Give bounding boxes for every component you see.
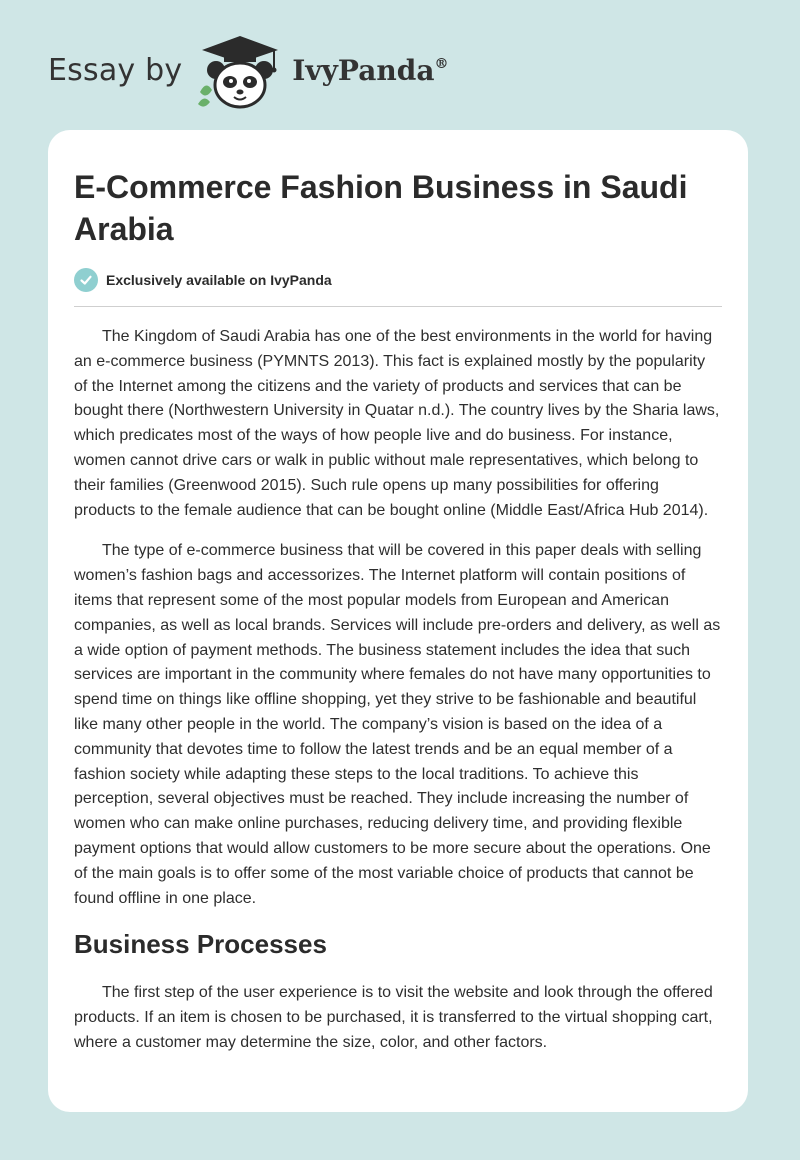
article-title: E-Commerce Fashion Business in Saudi Arabia [74,169,688,247]
panda-logo-icon[interactable] [194,30,286,110]
exclusive-badge [74,268,722,292]
divider [74,306,722,307]
brand-prefix: Essay by [48,52,183,88]
brand-name[interactable] [292,54,448,87]
registered-mark: ® [434,55,449,72]
article-card [48,130,748,1112]
brand-header [48,30,448,110]
section-heading: Business Processes [74,929,327,960]
brand-name-text: IvyPanda [292,53,435,87]
paragraph-2: The type of e-commerce business that will be covered in this paper deals with selling women’s fashion bags and accessorizes. The Internet platform will contain positions of items that represent some of the most popular models from European and American companies, as well as local brands. Services will include pre-orders and delivery, as well as a wide option of payment methods. The business statement includes the idea that such services are important in the community where females do not have many opportunities to spend time on things like offline shopping, yet they strive to be fashionable and beautiful like many other people in the world. The company’s vision is based on the idea of a community that devotes time to follow the latest trends and be an equal member of a fashion society while adapting these steps to the local traditions. To achieve this perception, several objectives must be reached. They include increasing the number of women who can make online purchases, reducing delivery time, and providing flexible payment options that would allow customers to be more secure about the operations. One of the main goals is to offer some of the most variable choice of products that cannot be found offline in one place. [74,542,721,907]
section-paragraph-1: The first step of the user experience is to visit the website and look through the offered products. If an item is chosen to be purchased, it is transferred to the virtual shopping cart, where a customer may determine the size, color, and other factors. [74,984,713,1051]
paragraph-1: The Kingdom of Saudi Arabia has one of the best environments in the world for having an e-commerce business (PYMNTS 2013). This fact is explained mostly by the popularity of the Internet among the citizens and the variety of products and services that can be bought there (Northwestern University in Quatar n.d.). The country lives by the Sharia laws, which predicates most of the ways of how people live and do business. For instance, women cannot drive cars or walk in public without male representatives, which belong to their families (Greenwood 2015). Such rule opens up many possibilities for offering products to the female audience that can be bought online (Middle East/Africa Hub 2014). [74,328,720,519]
check-icon [74,268,98,292]
exclusive-badge-text: Exclusively available on IvyPanda [106,272,332,288]
